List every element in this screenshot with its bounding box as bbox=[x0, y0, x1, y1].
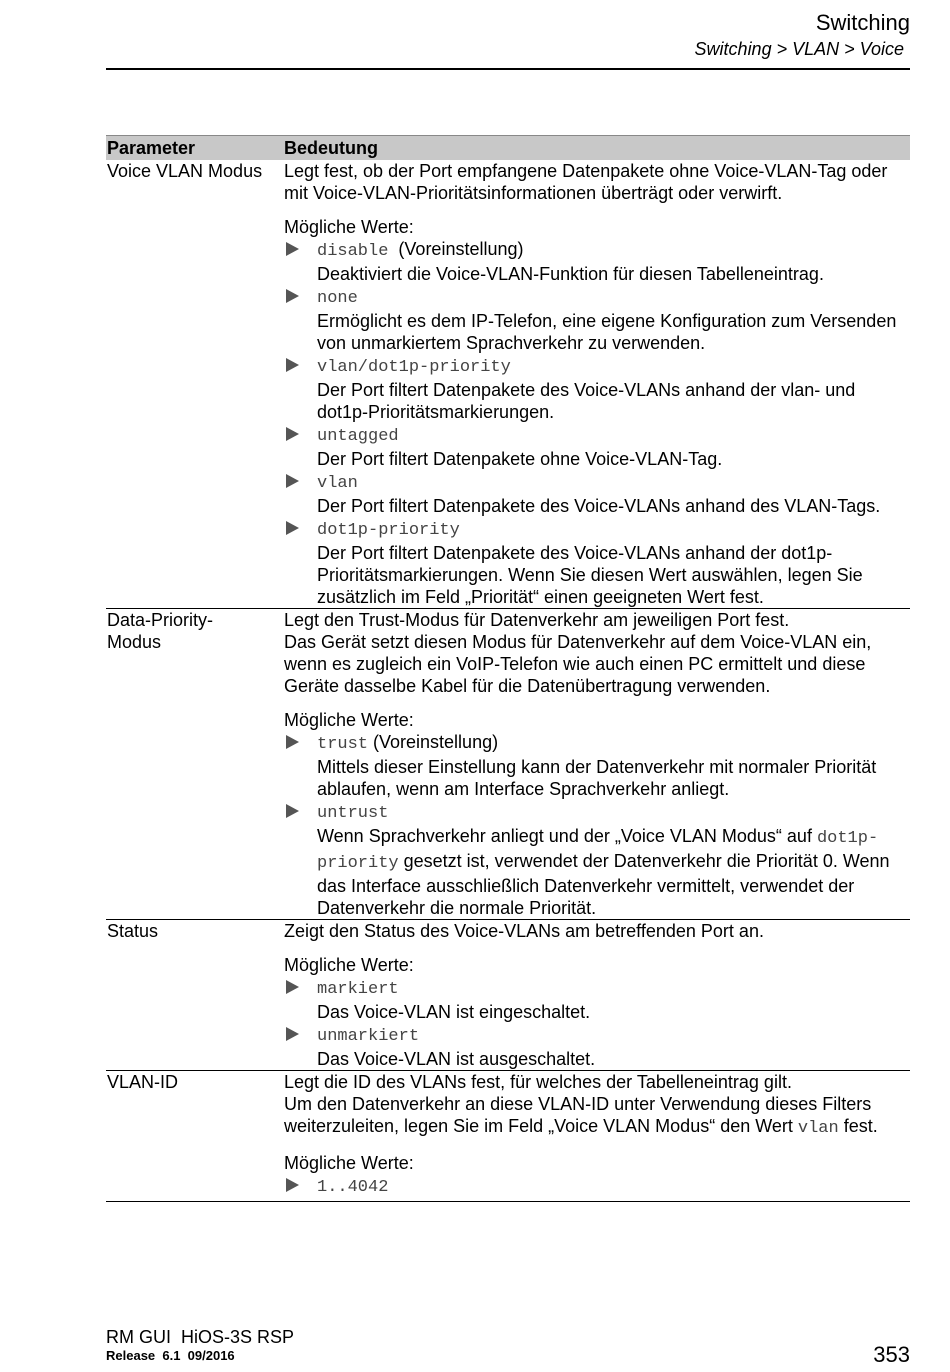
paragraph-text-pre: Um den Datenverkehr an diese VLAN-ID unter Verwendung dieses Filters weiterzuleiten, legen Sie im Feld „Voice VLAN Modus“ den Wert bbox=[284, 1094, 872, 1136]
list-item bbox=[284, 285, 910, 354]
values-title: Mögliche Werte: bbox=[284, 710, 414, 730]
list-item bbox=[284, 1174, 910, 1199]
param-description bbox=[283, 609, 910, 920]
values-title: Mögliche Werte: bbox=[284, 217, 414, 237]
list-item bbox=[284, 354, 910, 423]
value-code: untrust bbox=[317, 804, 389, 823]
bullet-triangle-icon bbox=[286, 1178, 299, 1192]
parameter-table bbox=[106, 135, 910, 1202]
value-description-code: dot1p-priority bbox=[317, 829, 879, 873]
value-code: disable bbox=[317, 242, 389, 261]
footer-product: RM GUI HiOS-3S RSP bbox=[106, 1327, 295, 1347]
value-description: Das Voice-VLAN ist eingeschaltet. bbox=[317, 1002, 591, 1022]
values-title: Mögliche Werte: bbox=[284, 955, 414, 975]
values-title: Mögliche Werte: bbox=[284, 1153, 414, 1173]
param-description bbox=[283, 1071, 910, 1202]
bullet-triangle-icon bbox=[286, 521, 299, 535]
column-header-parameter: Parameter bbox=[106, 136, 283, 161]
bullet-triangle-icon bbox=[286, 735, 299, 749]
bullet-triangle-icon bbox=[286, 427, 299, 441]
value-code: vlan bbox=[317, 474, 358, 493]
bullet-triangle-icon bbox=[286, 474, 299, 488]
list-item bbox=[284, 800, 910, 919]
breadcrumb: Switching > VLAN > Voice bbox=[694, 39, 904, 59]
value-code: 1..4042 bbox=[317, 1178, 389, 1197]
value-code: vlan/dot1p-priority bbox=[317, 358, 511, 377]
list-item bbox=[284, 238, 910, 285]
param-name: Data-Priority-Modus bbox=[106, 609, 283, 920]
param-name: Voice VLAN Modus bbox=[106, 160, 283, 609]
description-paragraph: Zeigt den Status des Voice-VLANs am betreffenden Port an. bbox=[284, 921, 764, 941]
page-header bbox=[106, 10, 910, 70]
table-row bbox=[106, 920, 910, 1071]
description-paragraph bbox=[284, 1093, 910, 1140]
values-list bbox=[284, 976, 910, 1070]
value-description-post: gesetzt ist, verwendet der Datenverkehr die Priorität 0. Wenn das Interface ausschließlich Datenverkehr vermittelt, verwendet der Datenverkehr die normale Priorität. bbox=[317, 851, 890, 918]
value-code: untagged bbox=[317, 427, 399, 446]
table-row bbox=[106, 160, 910, 609]
value-description: Der Port filtert Datenpakete ohne Voice-VLAN-Tag. bbox=[317, 449, 723, 469]
param-name: Status bbox=[106, 920, 283, 1071]
list-item bbox=[284, 423, 910, 470]
bullet-triangle-icon bbox=[286, 242, 299, 256]
list-item bbox=[284, 976, 910, 1023]
page-title: Switching bbox=[815, 10, 910, 35]
description-paragraph: Das Gerät setzt diesen Modus für Datenverkehr auf dem Voice-VLAN ein, wenn es zugleich ein VoIP-Telefon wie auch einen PC ermittelt und diese Geräte dasselbe Kabel für die Datenübertragung verwenden. bbox=[284, 632, 872, 696]
column-header-meaning: Bedeutung bbox=[283, 136, 910, 161]
description-paragraph: Legt den Trust-Modus für Datenverkehr am jeweiligen Port fest. bbox=[284, 610, 790, 630]
value-description: Mittels dieser Einstellung kann der Datenverkehr mit normaler Priorität ablaufen, wenn am Interface Sprachverkehr anliegt. bbox=[317, 757, 877, 799]
description-paragraph: Legt die ID des VLANs fest, für welches der Tabelleneintrag gilt. bbox=[284, 1072, 792, 1092]
values-list bbox=[284, 1174, 910, 1199]
value-description: Deaktiviert die Voice-VLAN-Funktion für diesen Tabelleneintrag. bbox=[317, 264, 824, 284]
value-code: unmarkiert bbox=[317, 1027, 420, 1046]
value-description-pre: Wenn Sprachverkehr anliegt und der „Voice VLAN Modus“ auf bbox=[317, 826, 817, 846]
list-item bbox=[284, 470, 910, 517]
value-description: Der Port filtert Datenpakete des Voice-VLANs anhand der vlan- und dot1p-Prioritätsmarkierungen. bbox=[317, 380, 856, 422]
value-code: trust bbox=[317, 735, 369, 754]
value-description: Der Port filtert Datenpakete des Voice-VLANs anhand des VLAN-Tags. bbox=[317, 496, 881, 516]
value-suffix: (Voreinstellung) bbox=[368, 732, 499, 752]
list-item bbox=[284, 517, 910, 608]
list-item bbox=[284, 731, 910, 800]
value-description: Das Voice-VLAN ist ausgeschaltet. bbox=[317, 1049, 596, 1069]
table-header-row bbox=[106, 136, 910, 161]
page-number: 353 bbox=[873, 1342, 910, 1367]
value-description: Der Port filtert Datenpakete des Voice-VLANs anhand der dot1p-Prioritätsmarkierungen. Wenn Sie diesen Wert auswählen, legen Sie zusätzlich im Feld „Priorität“ einen geeigneten Wert fest. bbox=[317, 543, 863, 607]
values-list bbox=[284, 731, 910, 919]
page-footer bbox=[106, 1326, 294, 1364]
value-code: markiert bbox=[317, 980, 399, 999]
values-list bbox=[284, 238, 910, 608]
bullet-triangle-icon bbox=[286, 358, 299, 372]
value-description: Ermöglicht es dem IP-Telefon, eine eigene Konfiguration zum Versenden von unmarkiertem Sprachverkehr zu verwenden. bbox=[317, 311, 897, 353]
param-name: VLAN-ID bbox=[106, 1071, 283, 1202]
param-description bbox=[283, 920, 910, 1071]
value-code: dot1p-priority bbox=[317, 521, 460, 540]
bullet-triangle-icon bbox=[286, 804, 299, 818]
paragraph-code: vlan bbox=[797, 1119, 839, 1138]
bullet-triangle-icon bbox=[286, 980, 299, 994]
paragraph-text-post: fest. bbox=[838, 1116, 878, 1136]
param-description bbox=[283, 160, 910, 609]
value-code: none bbox=[317, 289, 358, 308]
table-row bbox=[106, 609, 910, 920]
bullet-triangle-icon bbox=[286, 1027, 299, 1041]
value-suffix: (Voreinstellung) bbox=[388, 239, 524, 259]
bullet-triangle-icon bbox=[286, 289, 299, 303]
description-paragraph: Legt fest, ob der Port empfangene Datenpakete ohne Voice-VLAN-Tag oder mit Voice-VLAN-Prioritätsinformationen überträgt oder verwirft. bbox=[284, 161, 888, 203]
list-item bbox=[284, 1023, 910, 1070]
table-row bbox=[106, 1071, 910, 1202]
footer-release: Release 6.1 09/2016 bbox=[106, 1348, 235, 1363]
